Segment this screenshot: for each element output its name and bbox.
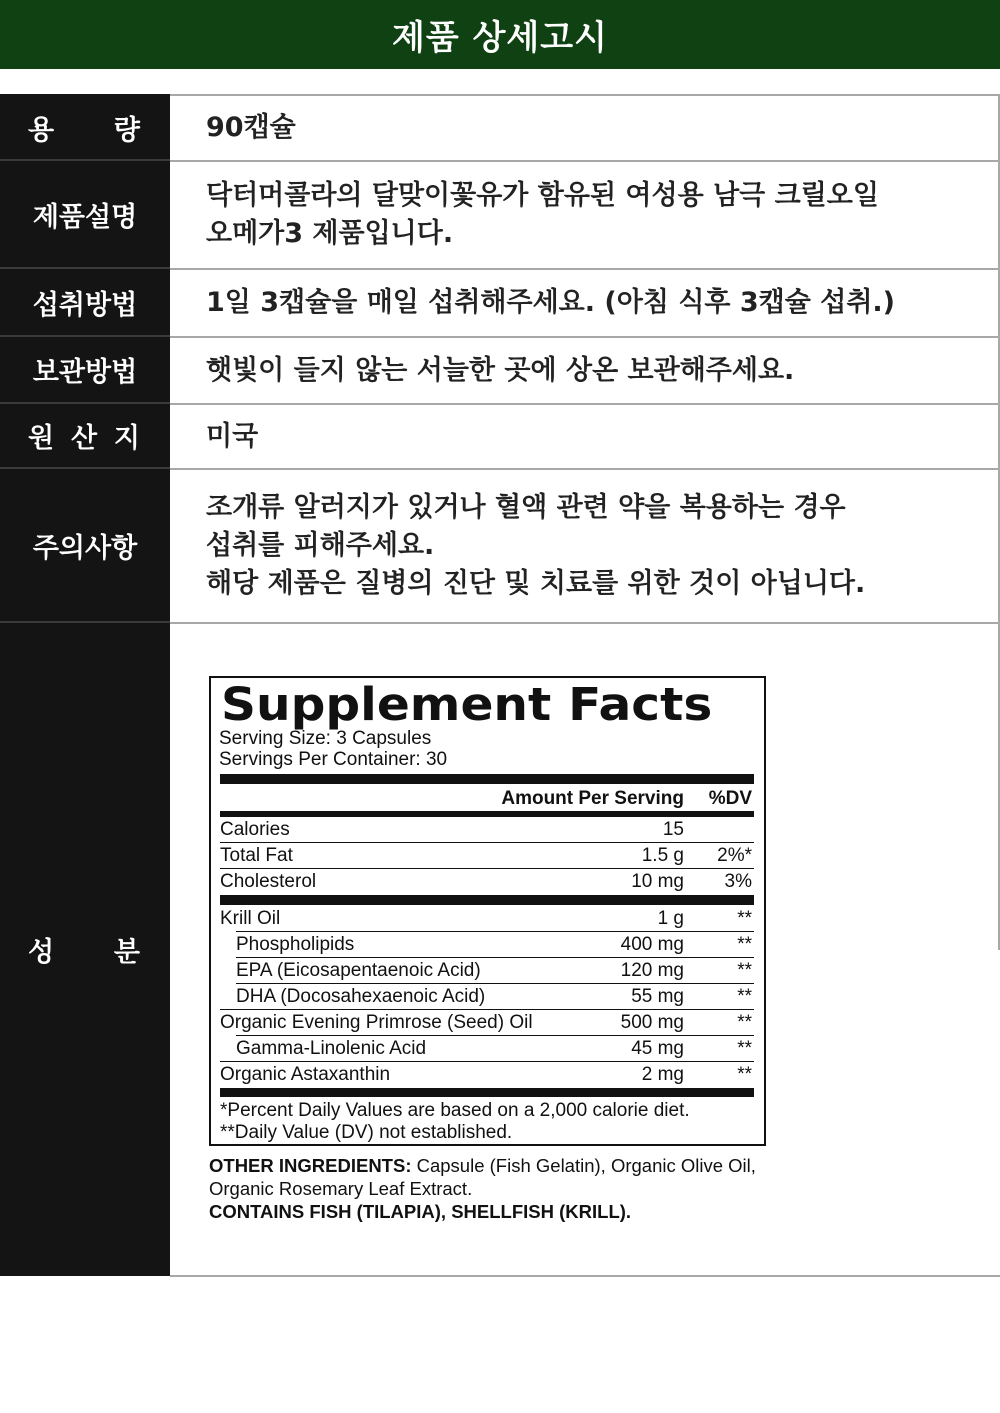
row-value: [170, 94, 1000, 160]
ingredient-dv: **: [737, 1012, 752, 1033]
row-value: [170, 403, 1000, 468]
spec-row-caution: [0, 468, 1000, 622]
ingredient-name: EPA (Eicosapentaenoic Acid): [236, 960, 481, 981]
serving-size: Serving Size: 3 Capsules: [219, 728, 432, 749]
ingredient-name: Organic Astaxanthin: [220, 1064, 391, 1085]
ingredient-name: Organic Evening Primrose (Seed) Oil: [220, 1012, 533, 1033]
row-value-line: 90캡슐: [206, 112, 296, 143]
ingredient-amount: 120 mg: [620, 960, 684, 981]
row-label: [0, 403, 170, 468]
row-value: [170, 268, 1000, 336]
row-value-line: 해당 제품은 질병의 진단 및 치료를 위한 것이 아닙니다.: [206, 568, 866, 599]
divider: [0, 402, 170, 404]
ingredient-row: [220, 1062, 754, 1087]
divider: [0, 467, 170, 469]
ingredient-dv: **: [737, 908, 752, 929]
thick-rule: [220, 774, 754, 784]
ingredient-row: [220, 1036, 754, 1061]
spec-row-description: [0, 160, 1000, 268]
nutrient-dv: 2%*: [717, 845, 752, 866]
ingredient-name: DHA (Docosahexaenoic Acid): [236, 986, 486, 1007]
ingredient-amount: 2 mg: [641, 1064, 684, 1085]
divider: [0, 267, 170, 269]
row-label: 주의사항: [0, 468, 170, 622]
ingredient-dv: **: [737, 1038, 752, 1059]
supplement-facts-title: Supplement Facts: [221, 678, 713, 731]
footnote: **Daily Value (DV) not established.: [220, 1122, 513, 1143]
nutrient-amount: 1.5 g: [641, 845, 684, 866]
thick-rule: [220, 1088, 754, 1097]
header-banner: [0, 0, 1000, 69]
page-title: 제품 상세고시: [392, 18, 608, 58]
row-value-line: 1일 3캡슐을 매일 섭취해주세요. (아침 식후 3캡슐 섭취.): [206, 287, 895, 318]
row-value: [170, 160, 1000, 268]
row-label-part: 용: [28, 114, 55, 146]
supplement-facts-panel: [209, 676, 766, 1146]
allergen-statement: CONTAINS FISH (TILAPIA), SHELLFISH (KRILL).: [209, 1201, 632, 1222]
nutrient-row: [220, 817, 754, 842]
row-label-part: 량: [113, 114, 140, 146]
ingredient-amount: 400 mg: [620, 934, 684, 955]
row-label: 섭취방법: [0, 268, 170, 336]
row-label-part: 분: [113, 936, 140, 968]
ingredient-dv: **: [737, 960, 752, 981]
row-label: [0, 94, 170, 160]
row-value: [170, 468, 1000, 622]
row-value-line: 섭취를 피해주세요.: [206, 530, 435, 561]
row-value: [170, 336, 1000, 403]
row-value-line: 미국: [206, 420, 259, 452]
ingredient-row: [220, 906, 754, 931]
divider: [0, 621, 170, 623]
servings-per-container: Servings Per Container: 30: [219, 749, 448, 770]
ingredient-dv: **: [737, 1064, 752, 1085]
spec-row-storage: [0, 336, 1000, 403]
ingredient-row: [220, 958, 754, 983]
row-label: 제품설명: [0, 160, 170, 268]
spec-row-origin: [0, 403, 1000, 468]
row-label: 보관방법: [0, 336, 170, 403]
ingredient-dv: **: [737, 934, 752, 955]
nutrient-name: Total Fat: [220, 845, 293, 866]
ingredient-row: [220, 984, 754, 1009]
row-label-part: 성: [28, 936, 55, 968]
ingredient-row: [220, 932, 754, 957]
spec-row-capacity: [0, 94, 1000, 160]
ingredient-dv: **: [737, 986, 752, 1007]
ingredient-amount: 500 mg: [620, 1012, 684, 1033]
other-ingredients-label: OTHER INGREDIENTS:: [209, 1155, 412, 1176]
amount-header: Amount Per Serving: [501, 788, 684, 809]
footnote: *Percent Daily Values are based on a 2,000 calorie diet.: [220, 1100, 690, 1121]
ingredient-amount: 45 mg: [631, 1038, 684, 1059]
dv-header: %DV: [708, 788, 752, 809]
divider: [170, 1275, 1000, 1277]
other-ingredients-line: [209, 1155, 756, 1177]
ingredient-amount: 1 g: [657, 908, 684, 929]
row-value-line: 햇빛이 들지 않는 서늘한 곳에 상온 보관해주세요.: [206, 354, 795, 386]
row-value-line: 오메가3 제품입니다.: [206, 218, 454, 249]
ingredient-name: Phospholipids: [236, 934, 355, 955]
ingredient-row: [220, 1010, 754, 1035]
nutrient-name: Calories: [220, 819, 290, 840]
row-value-line: 닥터머콜라의 달맞이꽃유가 함유된 여성용 남극 크릴오일: [206, 180, 879, 211]
row-label: [0, 622, 170, 1276]
nutrient-amount: 10 mg: [631, 871, 684, 892]
nutrient-row: [220, 869, 754, 894]
thick-rule: [220, 895, 754, 905]
other-ingredients-text: Capsule (Fish Gelatin), Organic Olive Oil,: [411, 1155, 756, 1176]
other-ingredients-line: Organic Rosemary Leaf Extract.: [209, 1178, 473, 1199]
nutrient-dv: 3%: [724, 871, 752, 892]
ingredient-name: Krill Oil: [220, 908, 281, 929]
nutrient-amount: 15: [662, 819, 684, 840]
row-label-part: 원: [28, 423, 55, 454]
divider: [0, 159, 170, 161]
row-value-line: 조개류 알러지가 있거나 혈액 관련 약을 복용하는 경우: [206, 492, 846, 523]
row-label-part: 산: [70, 423, 98, 454]
row-label-part: 지: [113, 423, 140, 454]
ingredient-amount: 55 mg: [631, 986, 684, 1007]
divider: [0, 335, 170, 337]
spec-row-intake: [0, 268, 1000, 336]
nutrient-name: Cholesterol: [220, 871, 317, 892]
nutrient-row: [220, 843, 754, 868]
ingredient-name: Gamma-Linolenic Acid: [236, 1038, 427, 1059]
